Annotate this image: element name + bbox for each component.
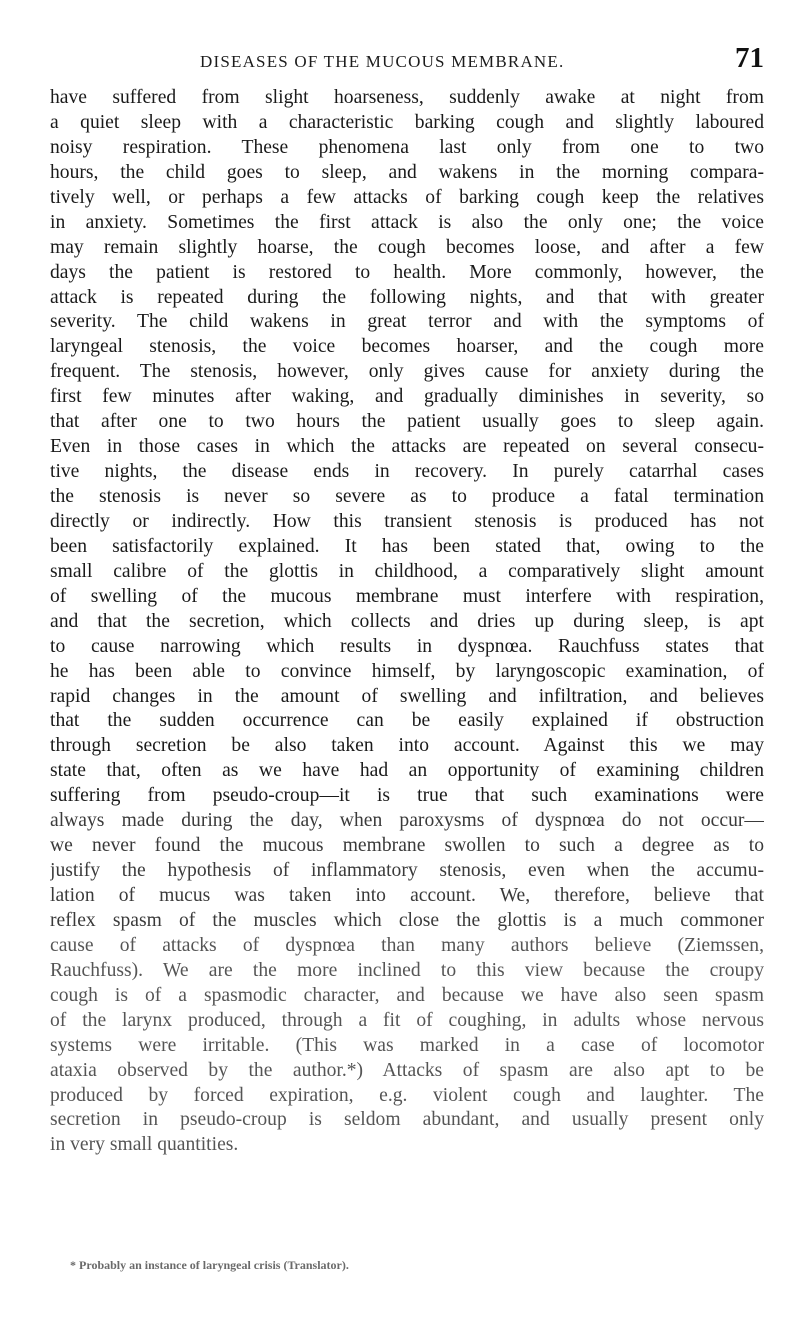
text-line: ataxia observed by the author.*) Attacks of spasm are also apt to be	[50, 1059, 764, 1081]
text-line: first few minutes after waking, and gradually diminishes in severity, so	[50, 386, 764, 408]
text-line: and that the secretion, which collects and dries up during sleep, is apt	[50, 610, 764, 632]
text-line: state that, often as we have had an opportunity of examining children	[50, 760, 764, 782]
text-line: the stenosis is never so severe as to produce a fatal termination	[50, 486, 764, 507]
text-line: cough is of a spasmodic character, and because we have also seen spasm	[50, 984, 764, 1006]
text-line: have suffered from slight hoarseness, suddenly awake at night from	[50, 87, 764, 108]
text-line: Rauchfuss). We are the more inclined to this view because the croupy	[50, 959, 764, 981]
text-line: cause of attacks of dyspnœa than many authors believe (Ziemssen,	[50, 934, 764, 956]
text-line: been satisfactorily explained. It has been stated that, owing to the	[50, 535, 764, 557]
text-line: he has been able to convince himself, by laryngoscopic examination, of	[50, 660, 764, 682]
text-line: to cause narrowing which results in dyspnœa. Rauchfuss states that	[50, 635, 764, 657]
text-line: produced by forced expiration, e.g. violent cough and laughter. The	[50, 1084, 764, 1106]
text-line: severity. The child wakens in great terror and with the symptoms of	[50, 311, 764, 333]
text-line: directly or indirectly. How this transient stenosis is produced has not	[50, 510, 764, 532]
text-line: that the sudden occurrence can be easily explained if obstruction	[50, 710, 764, 732]
text-line: Even in those cases in which the attacks are repeated on several consecu-	[50, 436, 764, 458]
text-line: may remain slightly hoarse, the cough becomes loose, and after a few	[50, 236, 764, 258]
text-line: tive nights, the disease ends in recovery. In purely catarrhal cases	[50, 461, 764, 483]
text-line: through secretion be also taken into account. Against this we may	[50, 735, 764, 757]
page-number: 71	[735, 42, 764, 74]
text-line: that after one to two hours the patient usually goes to sleep again.	[50, 411, 764, 433]
text-line: in very small quantities.	[50, 1134, 239, 1156]
text-line: always made during the day, when paroxysms of dyspnœa do not occur—	[50, 810, 764, 832]
text-line: secretion in pseudo-croup is seldom abundant, and usually present only	[50, 1109, 764, 1131]
book-page	[48, 0, 764, 1323]
text-line: noisy respiration. These phenomena last only from one to two	[50, 136, 764, 158]
text-line: frequent. The stenosis, however, only gives cause for anxiety during the	[50, 361, 764, 383]
text-line: of the larynx produced, through a fit of coughing, in adults whose nervous	[50, 1009, 764, 1031]
text-line: attack is repeated during the following nights, and that with greater	[50, 286, 764, 308]
text-line: systems were irritable. (This was marked in a case of locomotor	[50, 1034, 764, 1056]
text-line: of swelling of the mucous membrane must interfere with respiration,	[50, 585, 764, 607]
text-line: reflex spasm of the muscles which close the glottis is a much commoner	[50, 909, 764, 931]
text-line: small calibre of the glottis in childhood, a comparatively slight amount	[50, 560, 764, 582]
body-text	[50, 86, 764, 1158]
text-line: days the patient is restored to health. More commonly, however, the	[50, 261, 764, 283]
text-line: in anxiety. Sometimes the first attack is also the only one; the voice	[50, 211, 764, 233]
text-line: tively well, or perhaps a few attacks of barking cough keep the relatives	[50, 186, 764, 208]
text-line: laryngeal stenosis, the voice becomes hoarser, and the cough more	[50, 336, 764, 358]
text-line: suffering from pseudo-croup—it is true that such examinations were	[50, 785, 764, 807]
footnote: * Probably an instance of laryngeal crisis (Translator).	[70, 1258, 349, 1272]
text-line: a quiet sleep with a characteristic barking cough and slightly laboured	[50, 111, 764, 133]
text-line: hours, the child goes to sleep, and wakens in the morning compara-	[50, 161, 764, 183]
text-line: rapid changes in the amount of swelling and infiltration, and believes	[50, 685, 764, 707]
page-header	[48, 42, 764, 78]
text-line: lation of mucus was taken into account. We, therefore, believe that	[50, 885, 764, 906]
text-line: we never found the mucous membrane swollen to such a degree as to	[50, 835, 764, 857]
running-head: DISEASES OF THE MUCOUS MEMBRANE.	[200, 52, 565, 71]
text-line: justify the hypothesis of inflammatory stenosis, even when the accumu-	[50, 860, 764, 882]
